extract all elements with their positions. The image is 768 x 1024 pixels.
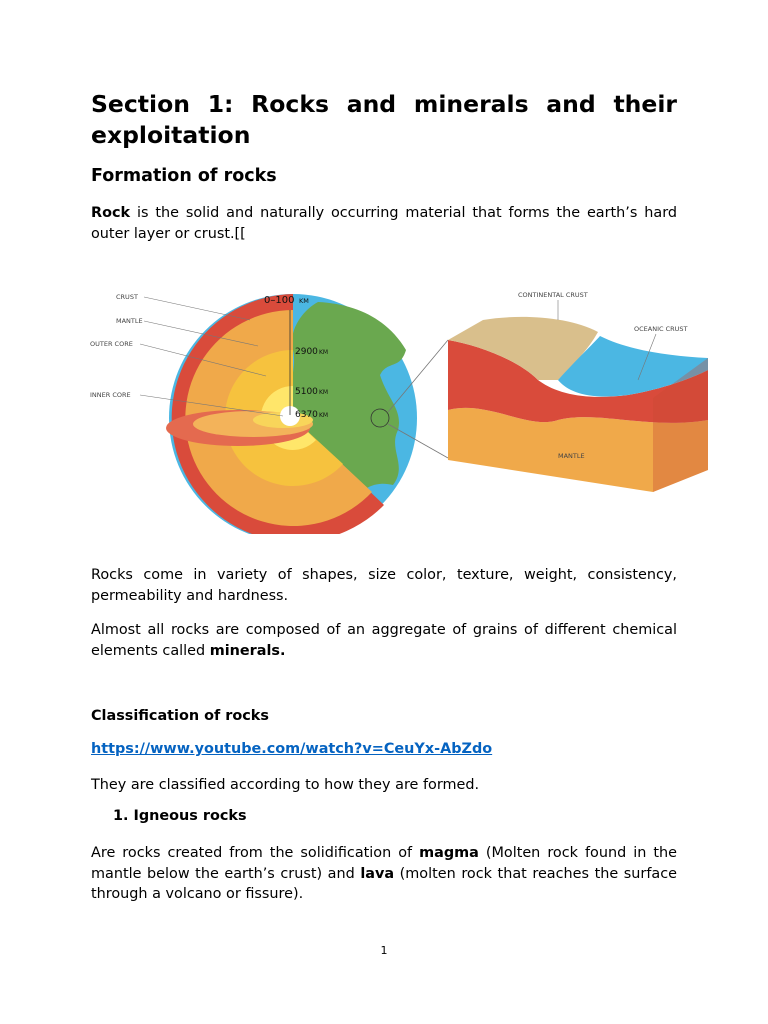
paragraph-rock-definition — [91, 203, 677, 244]
depth-km-1: KM — [299, 297, 309, 305]
label-inner-core: INNER CORE — [90, 391, 131, 399]
igneous-text-2: (Molten rock found in the mantle below the earth’s crust) and — [91, 845, 677, 882]
youtube-link[interactable]: https://www.youtube.com/watch?v=CeuYx-AbZdo — [91, 741, 493, 757]
leader-crust — [144, 297, 250, 320]
label-outer-core: OUTER CORE — [90, 340, 133, 348]
igneous-text-1: Are rocks created from the solidification of — [91, 845, 420, 861]
earth-structure-diagram — [88, 280, 712, 534]
label-continental-crust: CONTINENTAL CRUST — [518, 291, 588, 299]
depth-km-3: KM — [319, 389, 329, 396]
paragraph-igneous-definition — [91, 843, 677, 905]
heading-formation-of-rocks: Formation of rocks — [91, 166, 277, 186]
term-minerals: minerals. — [209, 642, 286, 659]
crust-block — [448, 291, 708, 492]
depth-km-2: KM — [319, 349, 329, 356]
composition-text: Almost all rocks are composed of an aggregate of grains of different chemical elements called — [91, 622, 677, 659]
depth-2900: 2900 — [295, 347, 318, 357]
depth-6370: 6370 — [295, 410, 318, 420]
label-mantle-block: MANTLE — [558, 452, 585, 460]
paragraph-rock-composition — [91, 620, 677, 661]
igneous-text-3: (molten rock that reaches the surface through a volcano or fissure). — [91, 865, 677, 902]
term-lava: lava — [360, 865, 395, 882]
label-mantle: MANTLE — [116, 317, 143, 325]
page-number: 1 — [380, 944, 388, 957]
paragraph-rock-properties: Rocks come in variety of shapes, size color, texture, weight, consistency, permeability and hardness. — [91, 567, 677, 604]
term-magma: magma — [419, 845, 479, 861]
heading-classification-of-rocks: Classification of rocks — [91, 708, 269, 724]
depth-km-4: KM — [319, 412, 329, 419]
label-oceanic-crust: OCEANIC CRUST — [634, 325, 688, 333]
list-item-igneous-rocks: 1. Igneous rocks — [113, 808, 247, 824]
depth-5100: 5100 — [295, 387, 318, 397]
depth-0-100: 0–100 — [264, 295, 295, 306]
rock-definition-text: is the solid and naturally occurring material that forms the earth’s hard outer layer or crust.[[ — [91, 205, 677, 242]
term-rock: Rock — [91, 205, 131, 221]
paragraph-classified: They are classified according to how they are formed. — [91, 777, 480, 793]
section-title: Section 1: Rocks and minerals and their exploitation — [91, 90, 677, 149]
label-crust: CRUST — [116, 293, 138, 301]
